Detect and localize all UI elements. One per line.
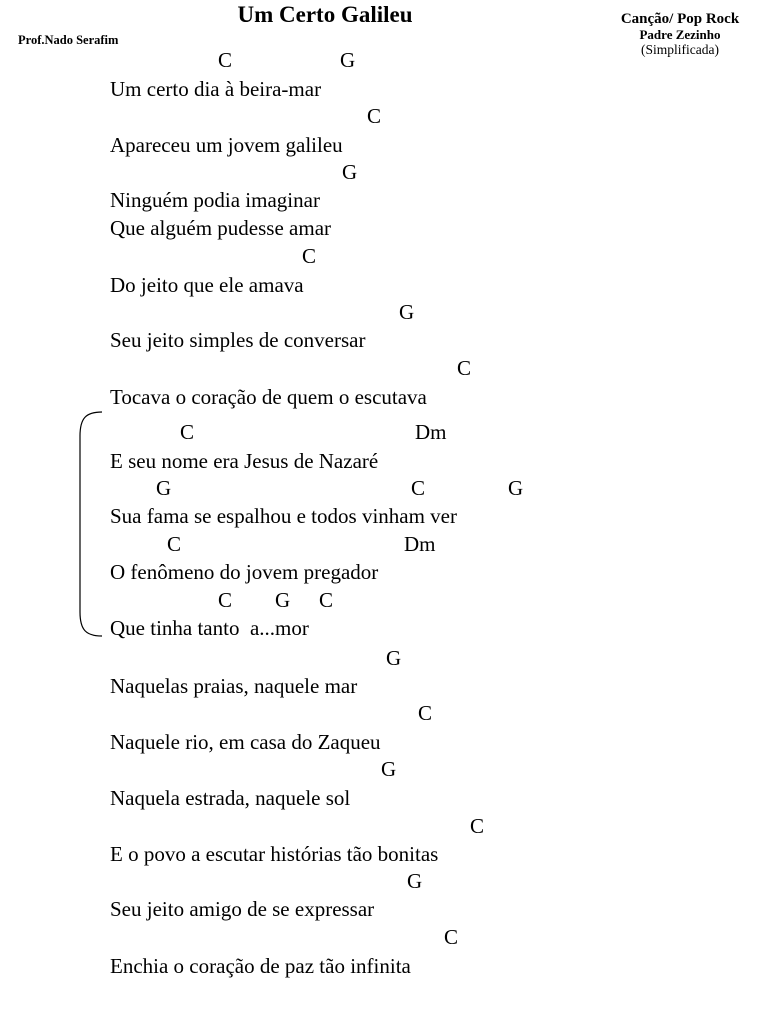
lyric-text: Que alguém pudesse amar — [110, 216, 332, 240]
chord-line — [0, 924, 768, 952]
chord: G — [340, 48, 356, 72]
chord: C — [167, 532, 182, 556]
lyric-line — [0, 785, 768, 813]
lyric-text: Tocava o coração de quem o escutava — [110, 385, 427, 409]
chord-line — [0, 587, 768, 615]
chord: G — [386, 646, 402, 670]
chord: G — [342, 160, 358, 184]
chord-line — [0, 355, 768, 383]
chord: C — [367, 104, 382, 128]
version-label: (Simplificada) — [641, 42, 719, 57]
lyric-text: Naquela estrada, naquele sol — [110, 786, 351, 810]
chord-line — [0, 756, 768, 784]
lyric-line — [0, 503, 768, 531]
chord: C — [302, 244, 317, 268]
chord: G — [381, 757, 397, 781]
chord: C — [180, 420, 195, 444]
song-title: Um Certo Galileu — [237, 2, 413, 27]
lyric-text: Naquelas praias, naquele mar — [110, 674, 358, 698]
lyric-text: Do jeito que ele amava — [110, 273, 304, 297]
lyric-text: Naquele rio, em casa do Zaqueu — [110, 730, 381, 754]
lyric-text: Ninguém podia imaginar — [110, 188, 320, 212]
lyric-line — [0, 953, 768, 981]
lyric-line — [0, 384, 768, 412]
lyric-line — [0, 272, 768, 300]
chord-line — [0, 475, 768, 503]
lyric-line — [0, 896, 768, 924]
chord: G — [399, 300, 415, 324]
chord-line — [0, 243, 768, 271]
chord: C — [319, 588, 334, 612]
lyric-line — [0, 729, 768, 757]
lyric-text: Um certo dia à beira-mar — [110, 77, 322, 101]
lyric-line — [0, 187, 768, 215]
lyric-line — [0, 841, 768, 869]
chord-line — [0, 47, 768, 75]
lyric-text: E seu nome era Jesus de Nazaré — [110, 449, 379, 473]
lyric-line — [0, 76, 768, 104]
genre-label: Canção/ Pop Rock — [620, 11, 740, 27]
chord: C — [457, 356, 472, 380]
lyric-text: Seu jeito simples de conversar — [110, 328, 366, 352]
lyric-line — [0, 327, 768, 355]
chord: C — [411, 476, 426, 500]
chord-line — [0, 299, 768, 327]
chord: C — [218, 48, 233, 72]
chord-line — [0, 531, 768, 559]
lyric-text: Seu jeito amigo de se expressar — [110, 897, 375, 921]
chord: C — [470, 814, 485, 838]
chord: Dm — [415, 420, 447, 444]
chord: C — [418, 701, 433, 725]
chord-line — [0, 700, 768, 728]
lyric-text: E o povo a escutar histórias tão bonitas — [110, 842, 439, 866]
lyric-text: O fenômeno do jovem pregador — [110, 560, 379, 584]
chord: Dm — [404, 532, 436, 556]
chord: C — [218, 588, 233, 612]
chord-line — [0, 868, 768, 896]
lyric-line — [0, 215, 768, 243]
chord: G — [508, 476, 524, 500]
lyric-line — [0, 132, 768, 160]
lyric-line — [0, 615, 768, 643]
chord-line — [0, 419, 768, 447]
chord-line — [0, 813, 768, 841]
teacher-name: Prof.Nado Serafim — [18, 33, 119, 47]
author-label: Padre Zezinho — [639, 27, 721, 42]
chord: G — [407, 869, 423, 893]
lyric-line — [0, 559, 768, 587]
refrain-bracket — [76, 410, 104, 638]
lyric-text: Apareceu um jovem galileu — [110, 133, 343, 157]
chord: G — [156, 476, 172, 500]
chord: C — [444, 925, 459, 949]
chord-line — [0, 159, 768, 187]
lyric-text: Que tinha tanto a...mor — [110, 616, 309, 640]
lyric-line — [0, 448, 768, 476]
chord-line — [0, 645, 768, 673]
lyric-line — [0, 673, 768, 701]
lyric-text: Sua fama se espalhou e todos vinham ver — [110, 504, 457, 528]
chord: G — [275, 588, 291, 612]
lyric-text: Enchia o coração de paz tão infinita — [110, 954, 411, 978]
chord-line — [0, 103, 768, 131]
